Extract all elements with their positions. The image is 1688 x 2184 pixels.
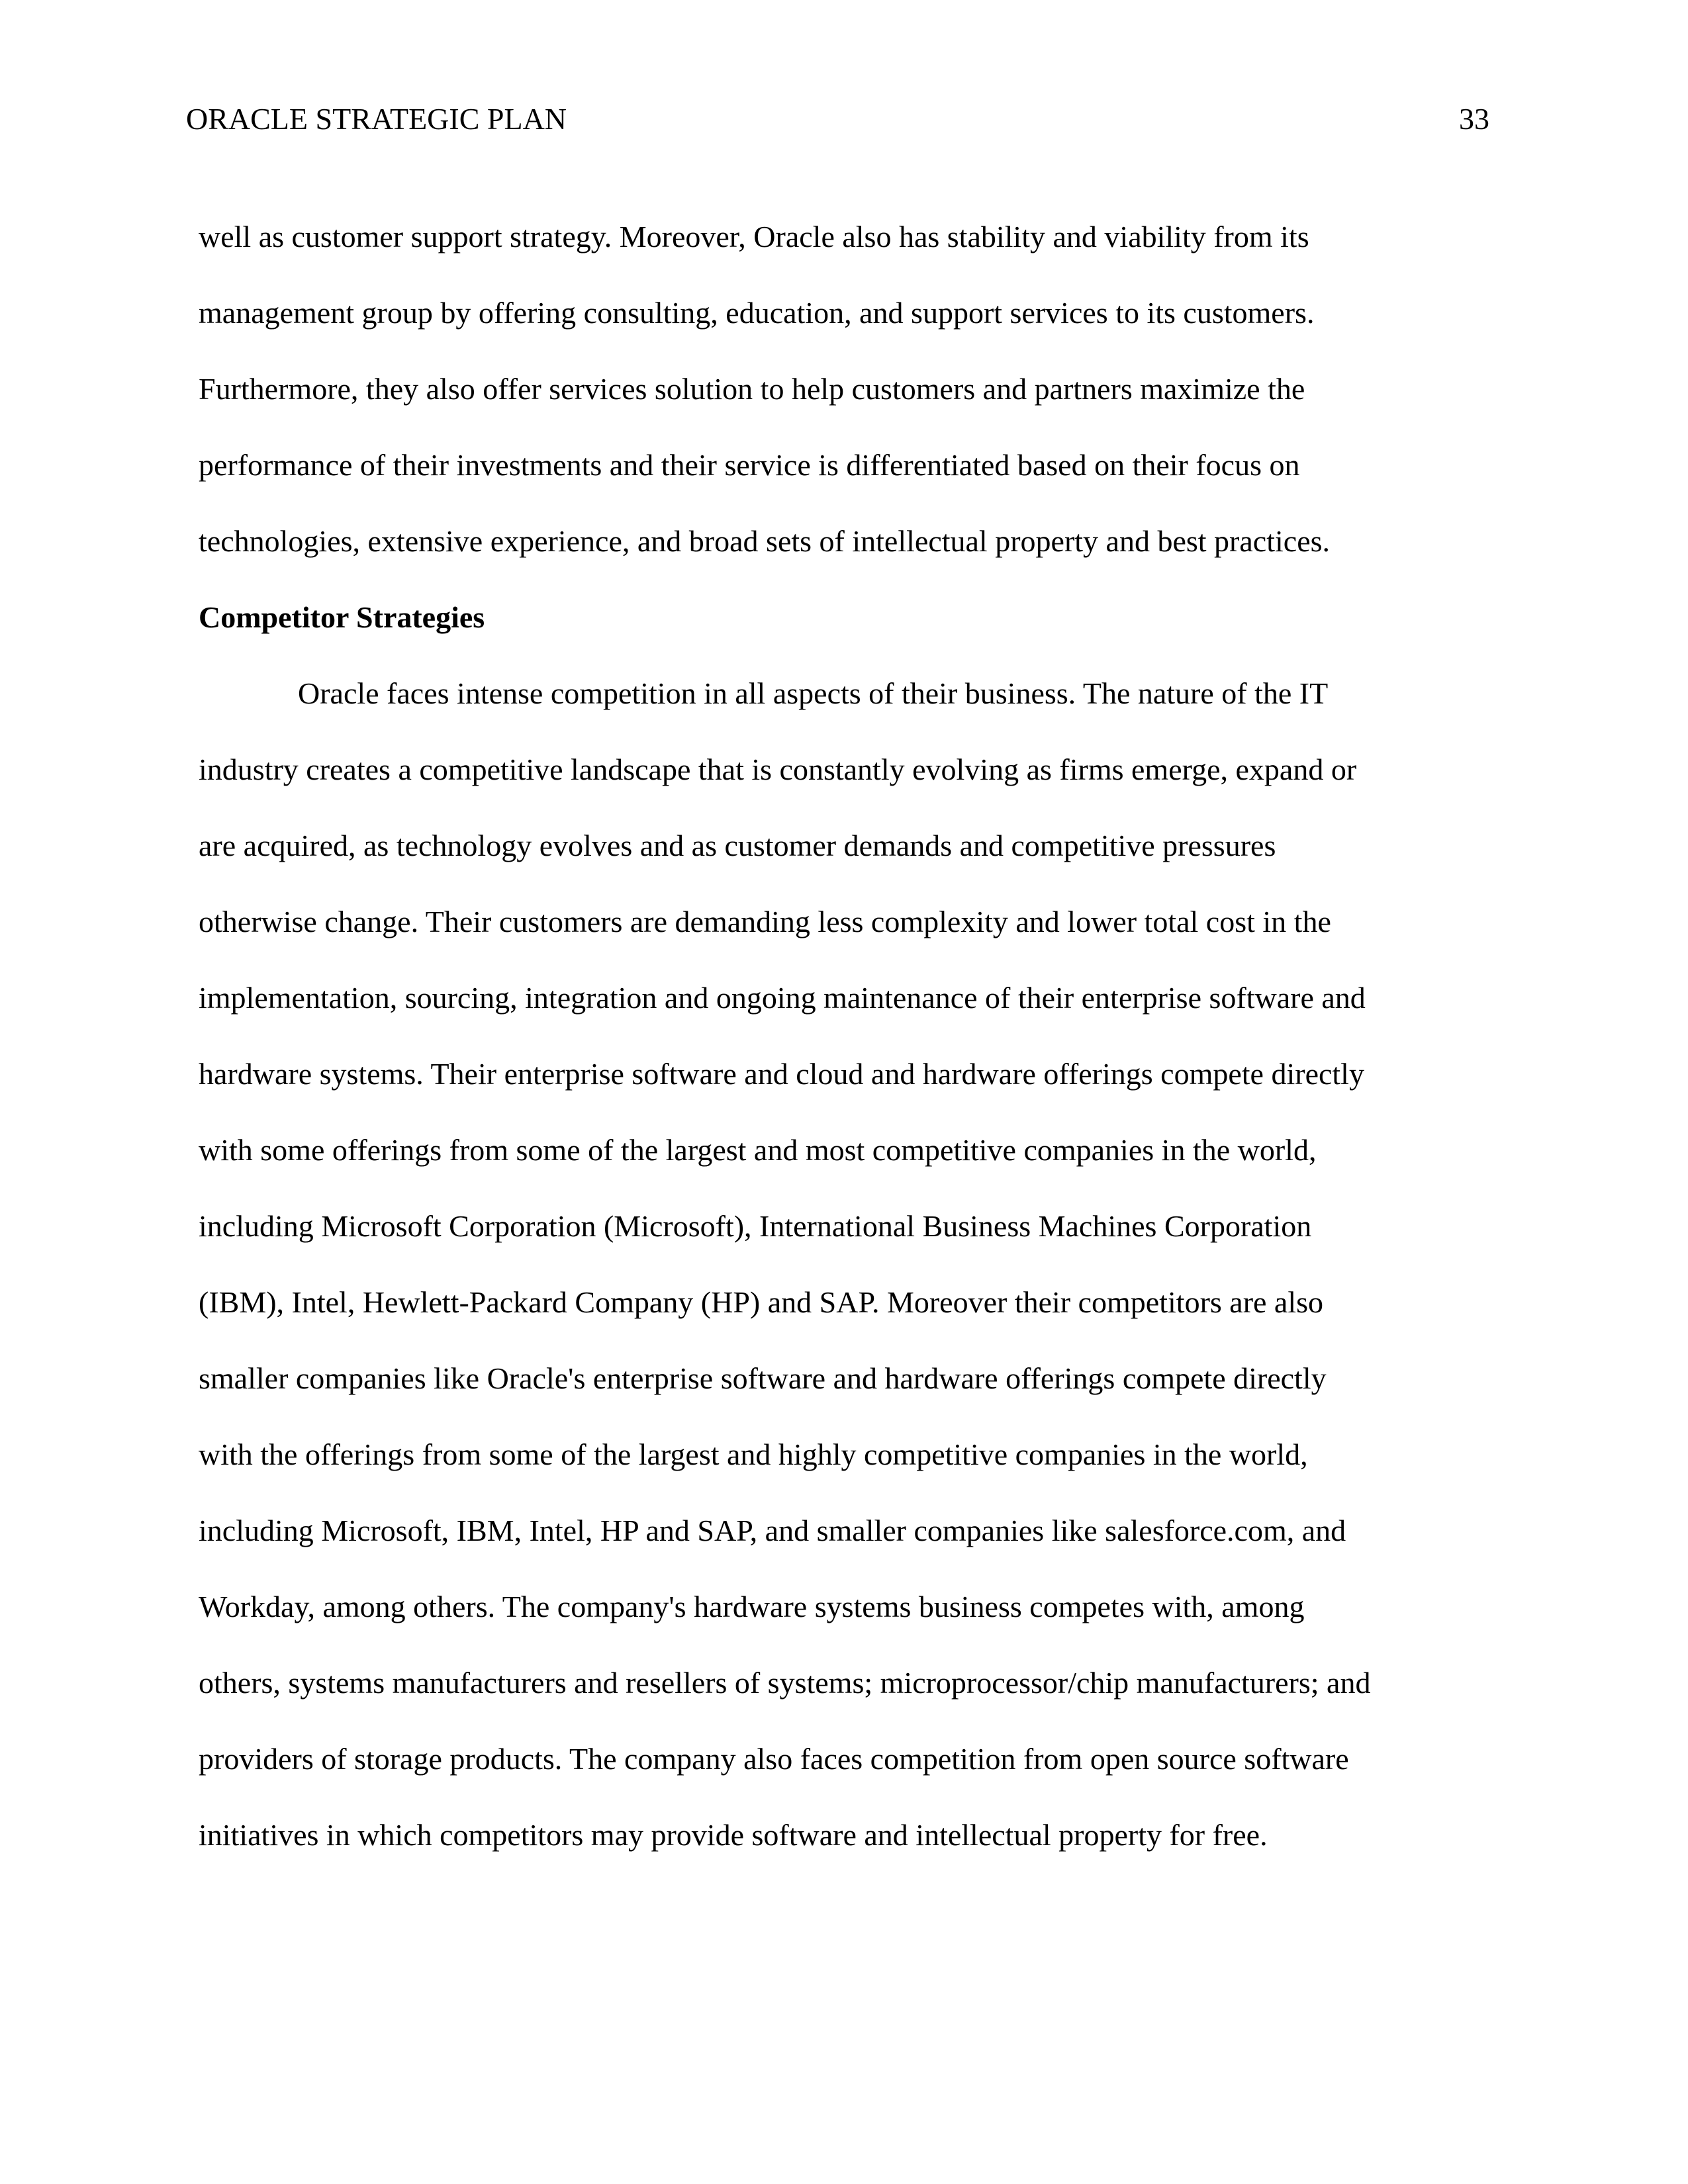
page-number: 33 <box>1459 102 1489 136</box>
text-line: performance of their investments and their service is differentiated based on their focus on <box>199 448 1300 482</box>
body-text <box>199 199 1516 1873</box>
text-line: otherwise change. Their customers are demanding less complexity and lower total cost in the <box>199 905 1331 938</box>
text-line: including Microsoft Corporation (Microsoft), International Business Machines Corporation <box>199 1209 1312 1243</box>
text-line: hardware systems. Their enterprise software and cloud and hardware offerings compete directly <box>199 1057 1364 1091</box>
text-line: smaller companies like Oracle's enterprise software and hardware offerings compete directly <box>199 1361 1327 1395</box>
text-line: implementation, sourcing, integration and ongoing maintenance of their enterprise software and <box>199 981 1366 1015</box>
text-line: are acquired, as technology evolves and as customer demands and competitive pressures <box>199 829 1276 862</box>
text-line: (IBM), Intel, Hewlett-Packard Company (HP) and SAP. Moreover their competitors are also <box>199 1285 1324 1319</box>
text-line: including Microsoft, IBM, Intel, HP and SAP, and smaller companies like salesforce.com, and <box>199 1514 1346 1547</box>
text-line: well as customer support strategy. Moreover, Oracle also has stability and viability from its <box>199 220 1309 253</box>
text-line: Furthermore, they also offer services solution to help customers and partners maximize the <box>199 372 1305 406</box>
section-heading: Competitor Strategies <box>199 600 485 634</box>
text-line: initiatives in which competitors may provide software and intellectual property for free. <box>199 1818 1268 1852</box>
text-line: others, systems manufacturers and resellers of systems; microprocessor/chip manufacturers; and <box>199 1666 1371 1700</box>
text-line: Workday, among others. The company's hardware systems business competes with, among <box>199 1590 1305 1623</box>
text-line: with some offerings from some of the largest and most competitive companies in the world, <box>199 1133 1317 1167</box>
text-line: industry creates a competitive landscape that is constantly evolving as firms emerge, expand or <box>199 752 1357 786</box>
text-line: providers of storage products. The company also faces competition from open source software <box>199 1742 1349 1776</box>
running-head: ORACLE STRATEGIC PLAN <box>186 102 567 136</box>
text-line: technologies, extensive experience, and broad sets of intellectual property and best practices. <box>199 524 1331 558</box>
paragraph-first-line: Oracle faces intense competition in all aspects of their business. The nature of the IT <box>298 676 1329 710</box>
text-line: with the offerings from some of the largest and highly competitive companies in the world, <box>199 1437 1308 1471</box>
text-line: management group by offering consulting, education, and support services to its customers. <box>199 296 1315 330</box>
